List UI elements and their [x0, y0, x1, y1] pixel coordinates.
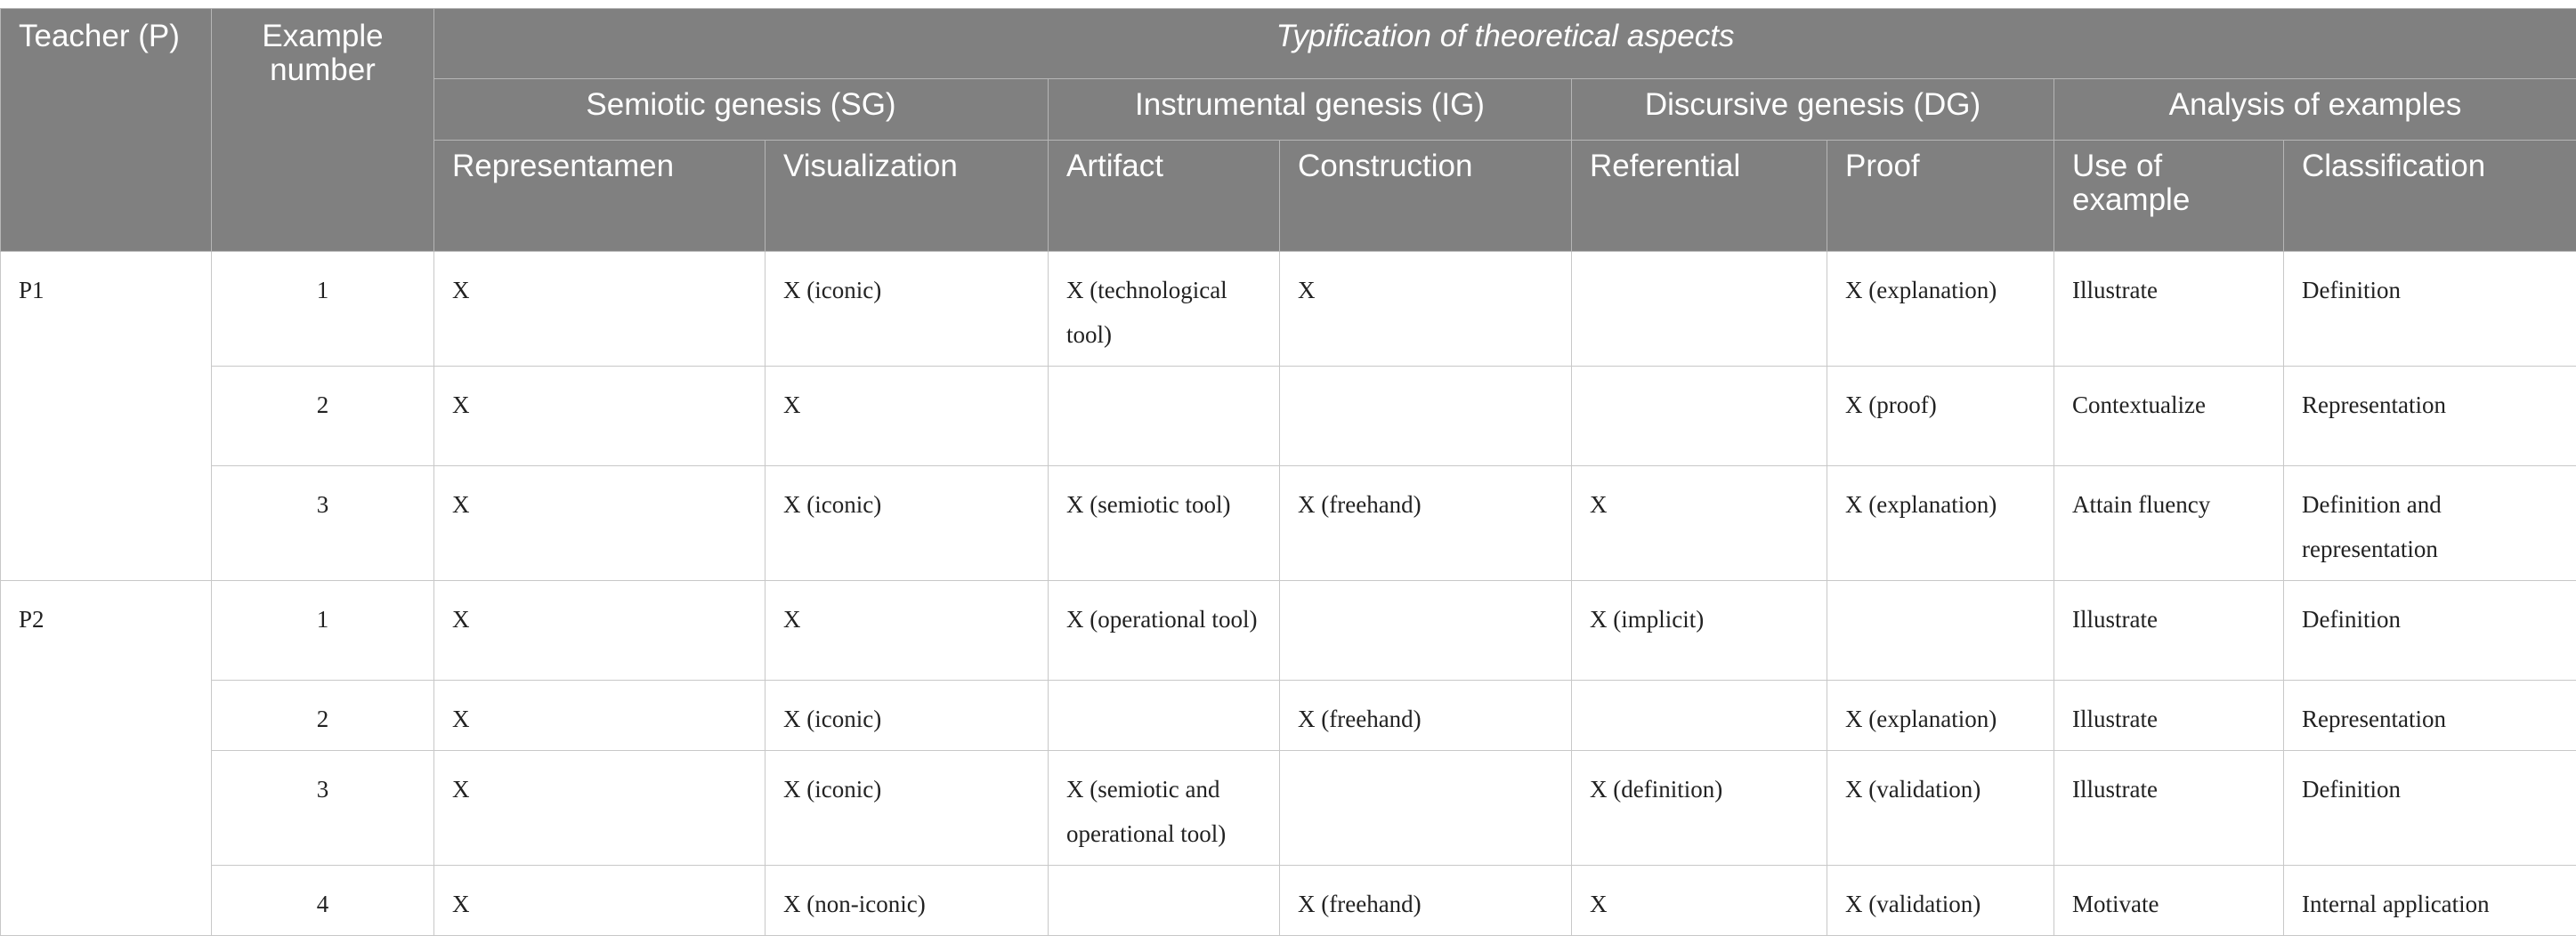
header-use-of-example: Use of example [2054, 141, 2284, 252]
representamen-cell: X [434, 581, 766, 681]
header-group-analysis: Analysis of examples [2054, 79, 2576, 141]
construction-cell: X (freehand) [1280, 466, 1572, 581]
referential-cell: X (implicit) [1572, 581, 1827, 681]
visualization-cell: X (iconic) [766, 681, 1049, 751]
header-visualization: Visualization [766, 141, 1049, 252]
proof-cell: X (explanation) [1827, 252, 2054, 367]
construction-cell [1280, 367, 1572, 466]
header-group-discursive: Discursive genesis (DG) [1572, 79, 2054, 141]
use-of-example-cell: Illustrate [2054, 681, 2284, 751]
proof-cell: X (explanation) [1827, 466, 2054, 581]
example-number-cell: 3 [212, 751, 434, 866]
use-of-example-cell: Illustrate [2054, 581, 2284, 681]
header-teacher: Teacher (P) [1, 9, 212, 252]
table-row [1, 681, 2576, 751]
header-construction: Construction [1280, 141, 1572, 252]
example-number-cell: 1 [212, 581, 434, 681]
visualization-cell: X [766, 581, 1049, 681]
classification-cell: Definition [2284, 751, 2576, 866]
classification-cell: Definition [2284, 252, 2576, 367]
proof-cell: X (validation) [1827, 866, 2054, 936]
header-referential: Referential [1572, 141, 1827, 252]
table-row [1, 252, 2576, 367]
representamen-cell: X [434, 367, 766, 466]
typification-table [0, 8, 2576, 936]
construction-cell: X (freehand) [1280, 866, 1572, 936]
table-row [1, 866, 2576, 936]
visualization-cell: X (non-iconic) [766, 866, 1049, 936]
proof-cell: X (validation) [1827, 751, 2054, 866]
table-row [1, 751, 2576, 866]
artifact-cell: X (technological tool) [1049, 252, 1280, 367]
visualization-cell: X (iconic) [766, 252, 1049, 367]
example-number-cell: 2 [212, 367, 434, 466]
classification-cell: Representation [2284, 367, 2576, 466]
example-number-cell: 3 [212, 466, 434, 581]
artifact-cell: X (operational tool) [1049, 581, 1280, 681]
header-group-instrumental: Instrumental genesis (IG) [1049, 79, 1572, 141]
representamen-cell: X [434, 252, 766, 367]
header-classification: Classification [2284, 141, 2576, 252]
construction-cell [1280, 581, 1572, 681]
classification-cell: Internal application [2284, 866, 2576, 936]
visualization-cell: X (iconic) [766, 466, 1049, 581]
header-example-number: Example number [212, 9, 434, 252]
artifact-cell: X (semiotic tool) [1049, 466, 1280, 581]
table-row [1, 367, 2576, 466]
construction-cell: X (freehand) [1280, 681, 1572, 751]
header-artifact: Artifact [1049, 141, 1280, 252]
visualization-cell: X (iconic) [766, 751, 1049, 866]
example-number-cell: 2 [212, 681, 434, 751]
referential-cell [1572, 681, 1827, 751]
proof-cell [1827, 581, 2054, 681]
header-proof: Proof [1827, 141, 2054, 252]
use-of-example-cell: Attain fluency [2054, 466, 2284, 581]
referential-cell [1572, 252, 1827, 367]
header-group-semiotic: Semiotic genesis (SG) [434, 79, 1049, 141]
header-representamen: Representamen [434, 141, 766, 252]
referential-cell: X [1572, 466, 1827, 581]
representamen-cell: X [434, 681, 766, 751]
construction-cell: X [1280, 252, 1572, 367]
artifact-cell [1049, 367, 1280, 466]
example-number-cell: 4 [212, 866, 434, 936]
use-of-example-cell: Contextualize [2054, 367, 2284, 466]
referential-cell: X (definition) [1572, 751, 1827, 866]
table-row [1, 466, 2576, 581]
use-of-example-cell: Illustrate [2054, 751, 2284, 866]
use-of-example-cell: Motivate [2054, 866, 2284, 936]
artifact-cell: X (semiotic and operational tool) [1049, 751, 1280, 866]
artifact-cell [1049, 681, 1280, 751]
teacher-cell: P1 [1, 252, 212, 581]
referential-cell: X [1572, 866, 1827, 936]
referential-cell [1572, 367, 1827, 466]
example-number-cell: 1 [212, 252, 434, 367]
classification-cell: Definition [2284, 581, 2576, 681]
table-row [1, 581, 2576, 681]
use-of-example-cell: Illustrate [2054, 252, 2284, 367]
teacher-cell: P2 [1, 581, 212, 936]
representamen-cell: X [434, 466, 766, 581]
proof-cell: X (explanation) [1827, 681, 2054, 751]
classification-cell: Representation [2284, 681, 2576, 751]
proof-cell: X (proof) [1827, 367, 2054, 466]
classification-cell: Definition and representation [2284, 466, 2576, 581]
header-typification: Typification of theoretical aspects [434, 9, 2576, 79]
artifact-cell [1049, 866, 1280, 936]
representamen-cell: X [434, 751, 766, 866]
visualization-cell: X [766, 367, 1049, 466]
construction-cell [1280, 751, 1572, 866]
representamen-cell: X [434, 866, 766, 936]
